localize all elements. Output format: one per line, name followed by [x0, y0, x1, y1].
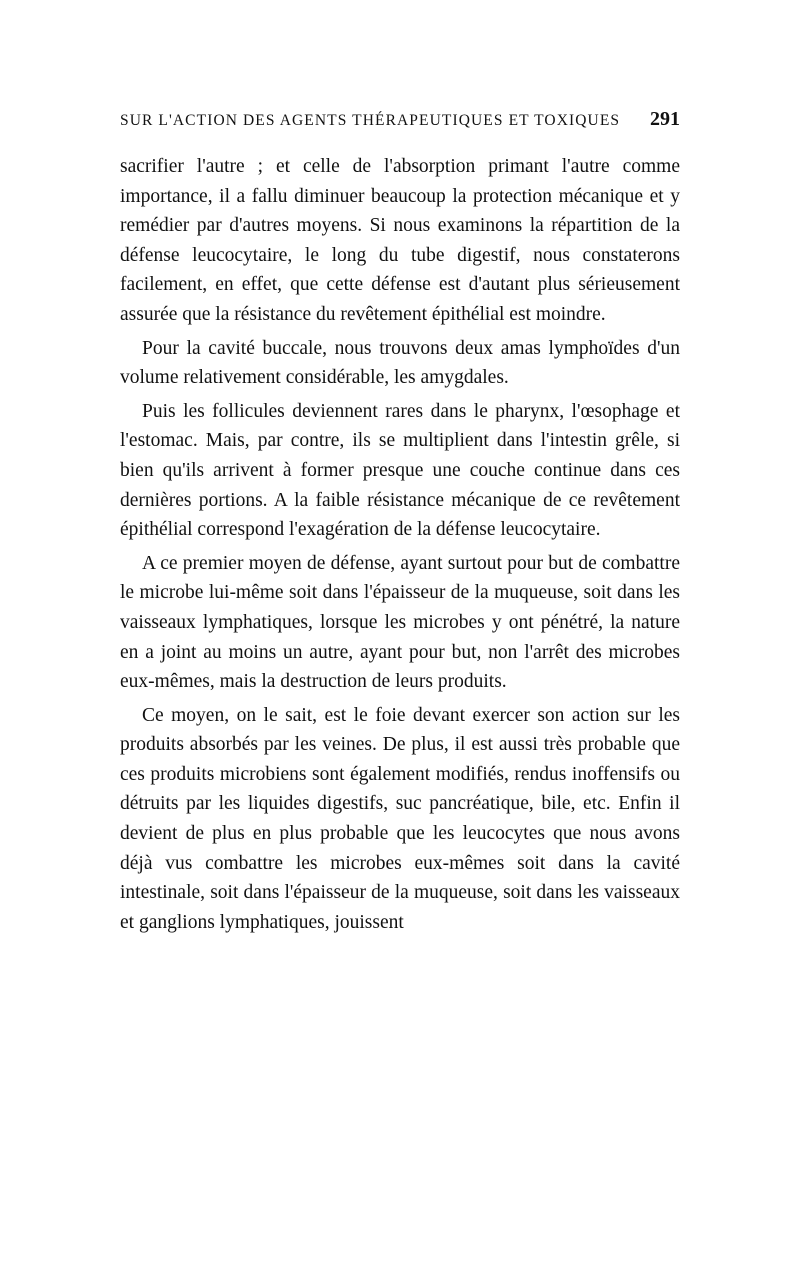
- paragraph-2: Pour la cavité buccale, nous trouvons deux amas lymphoïdes d'un volume relativement considérable, les amygdales.: [120, 337, 680, 389]
- paragraph-5: Ce moyen, on le sait, est le foie devant exercer son action sur les produits absorbés par les veines. De plus, il est aussi très probable que ces produits microbiens sont également modifiés, rendus inoffensifs ou détruits par les liquides digestifs, suc pancréatique, bile, etc. Enfin il devient de plus en plus probable que les leucocytes que nous avons déjà vus combattre les microbes eux-mêmes soit dans la cavité intestinale, soit dans l'épaisseur de la muqueuse, soit dans les vaisseaux et ganglions lymphatiques, jouissent: [120, 704, 680, 933]
- book-page: [120, 108, 680, 941]
- page-number: 291: [650, 108, 680, 130]
- running-title: SUR L'ACTION DES AGENTS THÉRAPEUTIQUES ET TOXIQUES: [120, 112, 621, 129]
- paragraph-4: A ce premier moyen de défense, ayant surtout pour but de combattre le microbe lui-même soit dans l'épaisseur de la muqueuse, soit dans les vaisseaux lymphatiques, lorsque les microbes y ont pénétré, la nature en a joint au moins un autre, ayant pour but, non l'arrêt des microbes eux-mêmes, mais la destruction de leurs produits.: [120, 552, 680, 693]
- paragraph-3: Puis les follicules deviennent rares dans le pharynx, l'œsophage et l'estomac. Mais, par contre, ils se multiplient dans l'intestin grêle, si bien qu'ils arrivent à former presque une couche continue dans ces dernières portions. A la faible résistance mécanique de ce revêtement épithélial correspond l'exagération de la défense leucocytaire.: [120, 400, 680, 541]
- paragraph-1: sacrifier l'autre ; et celle de l'absorption primant l'autre comme importance, il a fallu diminuer beaucoup la protection mécanique et y remédier par d'autres moyens. Si nous examinons la répartition de la défense leucocytaire, le long du tube digestif, nous constaterons facilement, en effet, que cette défense est d'autant plus sérieusement assurée que la résistance du revêtement épithélial est moindre.: [120, 156, 680, 325]
- running-head: [120, 108, 680, 146]
- body-text: [120, 152, 680, 937]
